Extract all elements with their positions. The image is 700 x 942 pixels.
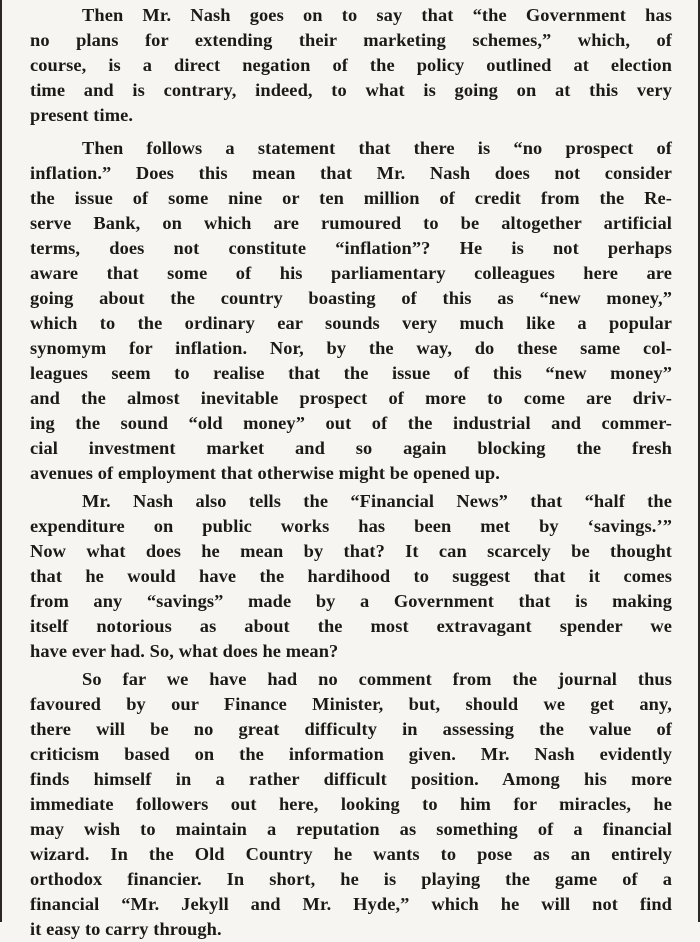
text-line: going about the country boasting of this as “new money,”: [30, 288, 672, 308]
paragraph-4: [30, 667, 672, 942]
text-line: inflation.” Does this mean that Mr. Nash does not consider: [30, 163, 672, 183]
text-line: which to the ordinary ear sounds very much like a popular: [30, 313, 672, 333]
text-line: that he would have the hardihood to suggest that it comes: [30, 566, 672, 586]
text-line: Now what does he mean by that? It can scarcely be thought: [30, 541, 672, 561]
text-line: itself notorious as about the most extravagant spender we: [30, 616, 672, 636]
text-line: So far we have had no comment from the journal thus: [82, 669, 672, 689]
text-line: time and is contrary, indeed, to what is going on at this very: [30, 80, 672, 100]
text-line: financial “Mr. Jekyll and Mr. Hyde,” which he will not find: [30, 894, 672, 914]
text-line: no plans for extending their marketing schemes,” which, of: [30, 30, 672, 50]
text-line: it easy to carry through.: [30, 919, 222, 939]
text-line: from any “savings” made by a Government that is making: [30, 591, 672, 611]
text-line: Mr. Nash also tells the “Financial News” that “half the: [82, 491, 672, 511]
text-line: terms, does not constitute “inflation”? He is not perhaps: [30, 238, 672, 258]
text-line: leagues seem to realise that the issue of this “new money”: [30, 363, 672, 383]
text-line: orthodox financier. In short, he is playing the game of a: [30, 869, 672, 889]
paragraph-1: [30, 3, 672, 128]
text-line: present time.: [30, 105, 134, 125]
text-line: aware that some of his parliamentary colleagues here are: [30, 263, 672, 283]
text-line: Then follows a statement that there is “no prospect of: [82, 138, 672, 158]
text-line: immediate followers out here, looking to him for miracles, he: [30, 794, 672, 814]
text-line: synomym for inflation. Nor, by the way, do these same col-: [30, 338, 672, 358]
text-line: ing the sound “old money” out of the industrial and commer-: [30, 413, 672, 433]
paragraph-2: [30, 136, 672, 486]
text-line: may wish to maintain a reputation as something of a financial: [30, 819, 672, 839]
text-line: favoured by our Finance Minister, but, should we get any,: [30, 694, 672, 714]
text-line: expenditure on public works has been met by ‘savings.’”: [30, 516, 672, 536]
text-line: the issue of some nine or ten million of credit from the Re-: [30, 188, 672, 208]
text-line: serve Bank, on which are rumoured to be altogether artificial: [30, 213, 672, 233]
text-line: avenues of employment that otherwise might be opened up.: [30, 463, 500, 483]
text-line: there will be no great difficulty in assessing the value of: [30, 719, 672, 739]
text-line: finds himself in a rather difficult position. Among his more: [30, 769, 672, 789]
text-line: course, is a direct negation of the policy outlined at election: [30, 55, 672, 75]
text-line: criticism based on the information given. Mr. Nash evidently: [30, 744, 672, 764]
text-line: and the almost inevitable prospect of more to come are driv-: [30, 388, 672, 408]
text-line: Then Mr. Nash goes on to say that “the Government has: [82, 5, 672, 25]
text-line: have ever had. So, what does he mean?: [30, 641, 339, 661]
text-line: cial investment market and so again blocking the fresh: [30, 438, 672, 458]
text-line: wizard. In the Old Country he wants to pose as an entirely: [30, 844, 672, 864]
paragraph-3: [30, 489, 672, 664]
